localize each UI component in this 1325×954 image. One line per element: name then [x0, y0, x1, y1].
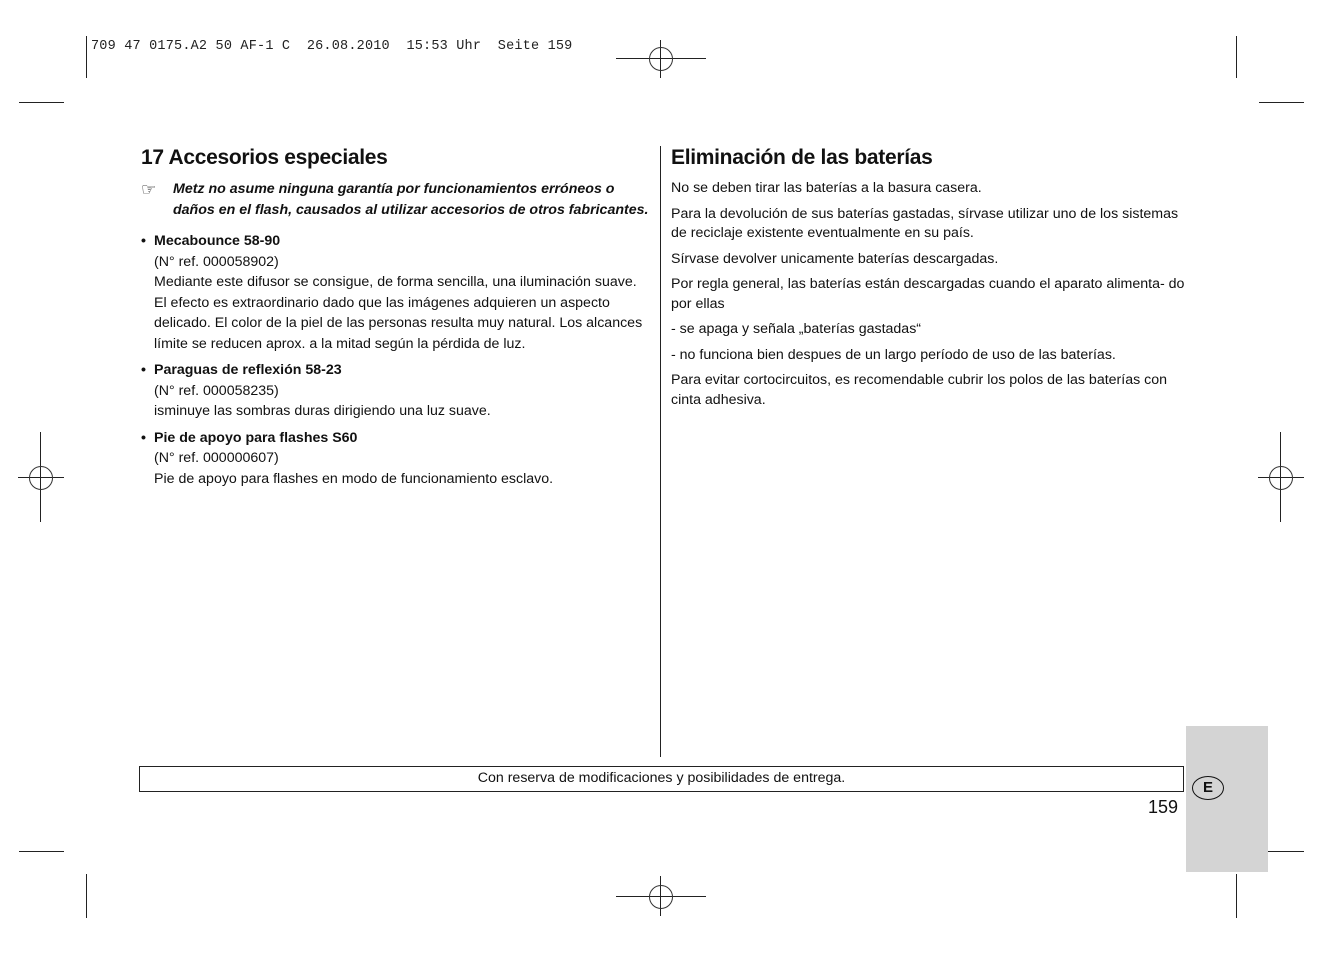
- column-divider: [660, 146, 661, 757]
- crop-mark: [19, 102, 64, 103]
- language-badge: E: [1192, 776, 1224, 800]
- accessory-name: Pie de apoyo para flashes S60: [154, 429, 358, 446]
- registration-mark-icon: [1269, 466, 1293, 490]
- pointing-hand-icon: ☞: [141, 180, 157, 199]
- crop-mark: [86, 874, 87, 918]
- registration-mark-icon: [649, 885, 673, 909]
- crop-mark: [1259, 102, 1304, 103]
- paragraph: Para la devolución de sus baterías gastadas, sírvase utilizar uno de los sistemas de reciclaje existente eventualmente en su país.: [671, 205, 1179, 241]
- accessory-desc: Mediante este difusor se consigue, de forma sencilla, una iluminación suave. El efecto es extraordinario dado que las imágenes adquieren un aspecto delicado. El color de la piel de las personas resulta muy natural. Los alcances límite se reducen aprox. a la mitad según la pérdida de luz.: [154, 274, 643, 352]
- language-tab: [1186, 726, 1268, 872]
- paragraph: - no funciona bien despues de un largo período de uso de las baterías.: [671, 346, 1116, 363]
- paragraph: - se apaga y señala „baterías gastadas“: [671, 321, 922, 337]
- paragraph: Para evitar cortocircuitos, es recomendable cubrir los polos de las baterías con cinta adhesiva.: [671, 372, 1168, 408]
- accessory-ref: (N° ref. 000000607): [154, 450, 279, 466]
- crop-mark: [1236, 36, 1237, 78]
- crop-mark: [19, 851, 64, 852]
- battery-disposal-section: [671, 146, 1186, 416]
- accessory-item: • Paraguas de reflexión 58-23 (N° ref. 000058235) isminuye las sombras duras dirigiendo una luz suave.: [141, 360, 651, 422]
- accessory-desc: isminuye las sombras duras dirigiendo una luz suave.: [154, 403, 491, 419]
- page-number: 159: [1148, 797, 1179, 817]
- accessory-name: Paraguas de reflexión 58-23: [154, 362, 342, 378]
- print-header: 709 47 0175.A2 50 AF-1 C 26.08.2010 15:53 Uhr Seite 159: [91, 39, 573, 54]
- crop-mark: [86, 36, 87, 78]
- paragraph: Sírvase devolver unicamente baterías descargadas.: [671, 250, 999, 267]
- footer-note: Con reserva de modificaciones y posibilidades de entrega.: [139, 766, 1184, 792]
- accessory-desc: Pie de apoyo para flashes en modo de funcionamiento esclavo.: [154, 470, 554, 487]
- accessory-item: • Mecabounce 58-90 (N° ref. 000058902) Mediante este difusor se consigue, de forma sencilla, una iluminación suave. El efecto es extraordinario dado que las imágenes adquieren un aspecto delicado. El color de la piel de las personas resulta muy natural. Los alcances límite se reducen aprox. a la mitad según la pérdida de luz.: [141, 231, 651, 354]
- section-title: Eliminación de las baterías: [671, 146, 933, 169]
- accessory-ref: (N° ref. 000058235): [154, 382, 279, 399]
- accessory-item: • Pie de apoyo para flashes S60 (N° ref. 000000607) Pie de apoyo para flashes en modo de funcionamiento esclavo.: [141, 428, 651, 490]
- crop-mark: [1236, 874, 1237, 918]
- paragraph: Por regla general, las baterías están descargadas cuando el aparato alimenta- do por ellas: [671, 276, 1185, 312]
- warning-note: [141, 179, 651, 221]
- accessory-name: Mecabounce 58-90: [154, 233, 281, 249]
- section-title: 17 Accesorios especiales: [141, 146, 388, 169]
- registration-mark-icon: [649, 47, 673, 71]
- accessories-section: [141, 146, 651, 495]
- accessory-ref: (N° ref. 000058902): [154, 253, 279, 270]
- registration-mark-icon: [29, 466, 53, 490]
- paragraph: No se deben tirar las baterías a la basura casera.: [671, 180, 982, 196]
- note-text: Metz no asume ninguna garantía por funcionamientos erróneos o daños en el flash, causados al utilizar accesorios de otros fabricantes.: [173, 181, 649, 218]
